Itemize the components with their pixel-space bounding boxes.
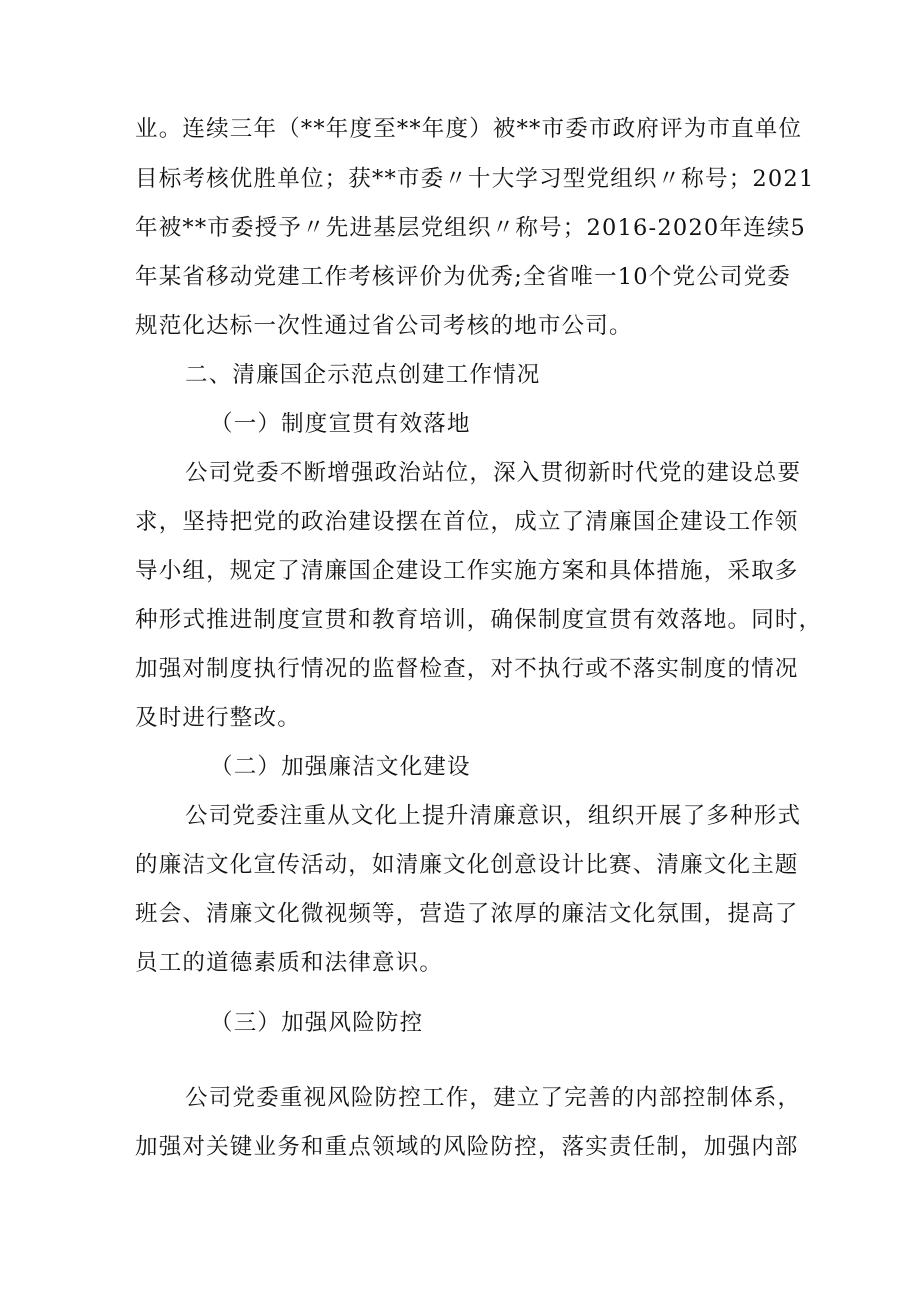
paragraph-line: 公司党委注重从文化上提升清廉意识，组织开展了多种形式 (185, 803, 802, 829)
paragraph-line: 年某省移动党建工作考核评价为优秀;全省唯一10个党公司党委 (135, 264, 792, 290)
paragraph-line: 的廉洁文化宣传活动，如清廉文化创意设计比赛、清廉文化主题 (135, 852, 799, 878)
subsection-heading-3: （三）加强风险防控 (210, 1010, 424, 1036)
paragraph-line: 加强对制度执行情况的监督检查，对不执行或不落实制度的情况 (135, 656, 799, 682)
paragraph-line: 目标考核优胜单位；获**市委〃十大学习型党组织〃称号；2021 (135, 166, 815, 192)
section-heading: 二、清廉国企示范点创建工作情况 (185, 362, 541, 388)
paragraph-line: 规范化达标一次性通过省公司考核的地市公司。 (135, 313, 633, 339)
paragraph-line: 业。连续三年（**年度至**年度）被**市委市政府评为市直单位 (135, 116, 803, 142)
paragraph-line: 公司党委不断增强政治站位，深入贯彻新时代党的建设总要 (185, 460, 802, 486)
paragraph-line: 年被**市委授予〃先进基层党组织〃称号；2016-2020年连续5 (135, 215, 807, 241)
paragraph-line: 种形式推进制度宣贯和教育培训，确保制度宣贯有效落地。同时， (135, 607, 823, 633)
paragraph-line: 加强对关键业务和重点领域的风险防控，落实责任制，加强内部 (135, 1134, 799, 1160)
paragraph-line: 及时进行整改。 (135, 705, 301, 731)
paragraph-line: 求，坚持把党的政治建设摆在首位，成立了清廉国企建设工作领 (135, 509, 799, 535)
subsection-heading-2: （二）加强廉洁文化建设 (210, 754, 471, 780)
paragraph-line: 班会、清廉文化微视频等，营造了浓厚的廉洁文化氛围，提高了 (135, 901, 799, 927)
paragraph-line: 员工的道德素质和法律意识。 (135, 950, 444, 976)
subsection-heading-1: （一）制度宣贯有效落地 (210, 411, 471, 437)
paragraph-line: 导小组，规定了清廉国企建设工作实施方案和具体措施，采取多 (135, 558, 799, 584)
paragraph-line: 公司党委重视风险防控工作，建立了完善的内部控制体系， (185, 1085, 802, 1111)
